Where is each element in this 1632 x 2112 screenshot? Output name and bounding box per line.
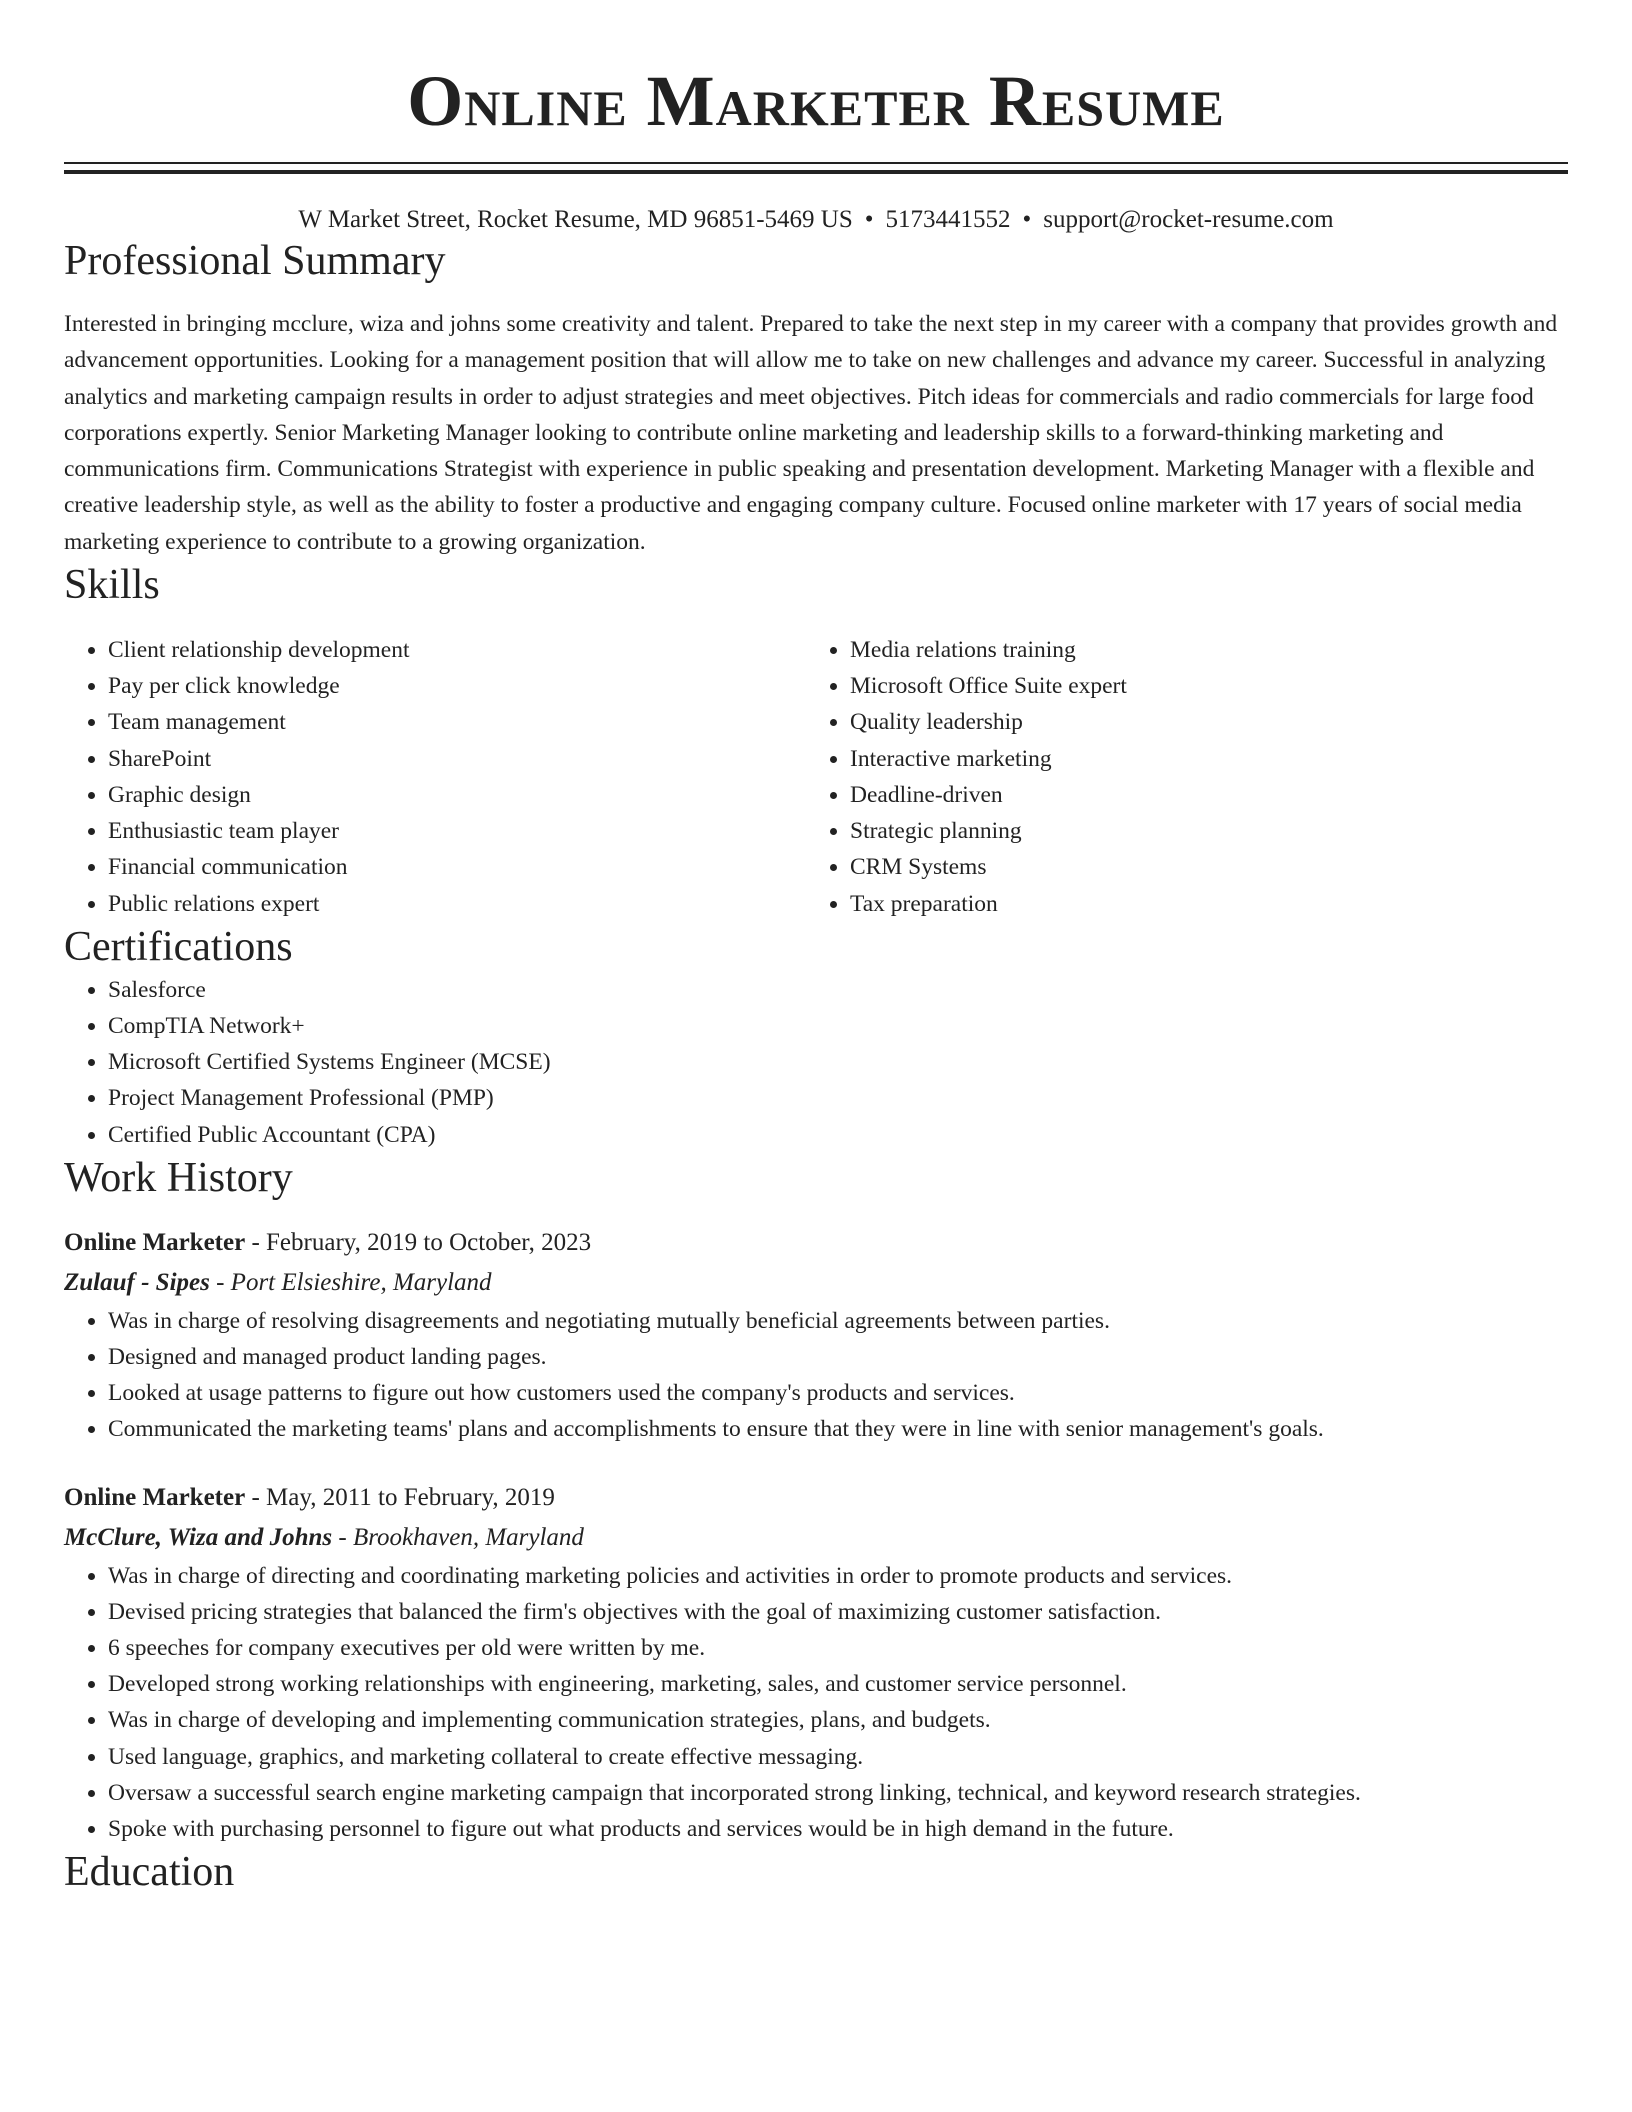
contact-separator: •: [1022, 206, 1032, 233]
skill-item: • Tax preparation: [850, 886, 1548, 922]
skill-item: • Client relationship development: [108, 632, 806, 668]
contact-address: W Market Street, Rocket Resume, MD 96851-5469 US: [298, 206, 853, 233]
skill-item: • Pay per click knowledge: [108, 668, 806, 704]
skill-item: • CRM Systems: [850, 849, 1548, 885]
job-company: McClure, Wiza and Johns: [64, 1523, 333, 1551]
job-bullet: • Designed and managed product landing pages.: [108, 1339, 1568, 1375]
skill-item: • Enthusiastic team player: [108, 813, 806, 849]
contact-phone: 5173441552: [885, 206, 1011, 233]
skill-item: • Interactive marketing: [850, 741, 1548, 777]
certifications-heading: Certifications: [64, 923, 293, 970]
skills-list-left: [64, 632, 806, 922]
resume-page: [64, 0, 1568, 1897]
skills-column-right: [806, 632, 1548, 922]
certification-item: • CompTIA Network+: [108, 1008, 1568, 1044]
job-entry: [64, 1478, 1568, 1848]
certifications-list: [64, 972, 1568, 1153]
job-entry: [64, 1223, 1568, 1448]
job-location: - Brookhaven, Maryland: [332, 1523, 584, 1551]
skill-item: • Microsoft Office Suite expert: [850, 668, 1548, 704]
job-bullet: • Communicated the marketing teams' plans and accomplishments to ensure that they were in line with senior management's goals.: [108, 1411, 1568, 1447]
title-divider-thin: [64, 162, 1568, 164]
skill-item: • Team management: [108, 704, 806, 740]
skill-item: • Strategic planning: [850, 813, 1548, 849]
work-history-heading: Work History: [64, 1154, 293, 1201]
contact-separator: •: [864, 206, 874, 233]
job-bullet: • Was in charge of directing and coordinating marketing policies and activities in order to promote products and services.: [108, 1558, 1568, 1594]
job-company: Zulauf - Sipes: [64, 1268, 210, 1296]
job-header: [64, 1223, 1568, 1263]
title-divider-thick: [64, 170, 1568, 174]
education-heading: Education: [64, 1849, 235, 1896]
job-bullet: • Was in charge of developing and implementing communication strategies, plans, and budgets.: [108, 1702, 1568, 1738]
skills-column-left: [64, 632, 806, 922]
job-bullet: • 6 speeches for company executives per old were written by me.: [108, 1630, 1568, 1666]
skill-item: • SharePoint: [108, 741, 806, 777]
skill-item: • Media relations training: [850, 632, 1548, 668]
skill-item: • Public relations expert: [108, 886, 806, 922]
skills-list-right: [806, 632, 1548, 922]
job-dates: - May, 2011 to February, 2019: [245, 1483, 555, 1511]
skill-item: • Financial communication: [108, 849, 806, 885]
job-bullet: • Devised pricing strategies that balanced the firm's objectives with the goal of maximizing customer satisfaction.: [108, 1594, 1568, 1630]
job-bullet: • Developed strong working relationships with engineering, marketing, sales, and customer service personnel.: [108, 1666, 1568, 1702]
job-bullet: • Spoke with purchasing personnel to figure out what products and services would be in high demand in the future.: [108, 1811, 1568, 1847]
job-bullet: • Oversaw a successful search engine marketing campaign that incorporated strong linking, technical, and keyword research strategies.: [108, 1775, 1568, 1811]
summary-paragraph: Interested in bringing mcclure, wiza and johns some creativity and talent. Prepared to take the next step in my career with a company that provides growth and advancement opportunities. Looking for a management position that will allow me to take on new challenges and advance my career. Successful in analyzing analytics and marketing campaign results in order to adjust strategies and meet objectives. Pitch ideas for commercials and radio commercials for large food corporations expertly. Senior Marketing Manager looking to contribute online marketing and leadership skills to a forward-thinking marketing and communications firm. Communications Strategist with experience in public speaking and presentation development. Marketing Manager with a flexible and creative leadership style, as well as the ability to foster a productive and engaging company culture. Focused online marketer with 17 years of social media marketing experience to contribute to a growing organization.: [64, 311, 1558, 555]
certification-item: • Certified Public Accountant (CPA): [108, 1117, 1568, 1153]
skill-item: • Deadline-driven: [850, 777, 1548, 813]
contact-line: [64, 204, 1568, 236]
job-role: Online Marketer: [64, 1228, 246, 1256]
skills-grid: [64, 632, 1568, 922]
job-bullet: • Used language, graphics, and marketing collateral to create effective messaging.: [108, 1739, 1568, 1775]
job-bullet-list: [64, 1558, 1568, 1848]
job-header: [64, 1478, 1568, 1518]
job-dates: - February, 2019 to October, 2023: [245, 1228, 592, 1256]
resume-title: Online Marketer Resume: [407, 61, 1225, 141]
job-organization: [64, 1518, 1568, 1558]
certification-item: • Microsoft Certified Systems Engineer (MCSE): [108, 1044, 1568, 1080]
certification-item: • Project Management Professional (PMP): [108, 1080, 1568, 1116]
job-bullet-list: [64, 1303, 1568, 1448]
skill-item: • Quality leadership: [850, 704, 1548, 740]
job-bullet: • Was in charge of resolving disagreements and negotiating mutually beneficial agreements between parties.: [108, 1303, 1568, 1339]
contact-email: support@rocket-resume.com: [1043, 206, 1334, 233]
job-organization: [64, 1263, 1568, 1303]
job-bullet: • Looked at usage patterns to figure out how customers used the company's products and services.: [108, 1375, 1568, 1411]
summary-heading: Professional Summary: [64, 238, 446, 284]
job-location: - Port Elsieshire, Maryland: [209, 1268, 492, 1296]
job-role: Online Marketer: [64, 1483, 246, 1511]
skills-heading: Skills: [64, 562, 160, 609]
certification-item: • Salesforce: [108, 972, 1568, 1008]
skill-item: • Graphic design: [108, 777, 806, 813]
